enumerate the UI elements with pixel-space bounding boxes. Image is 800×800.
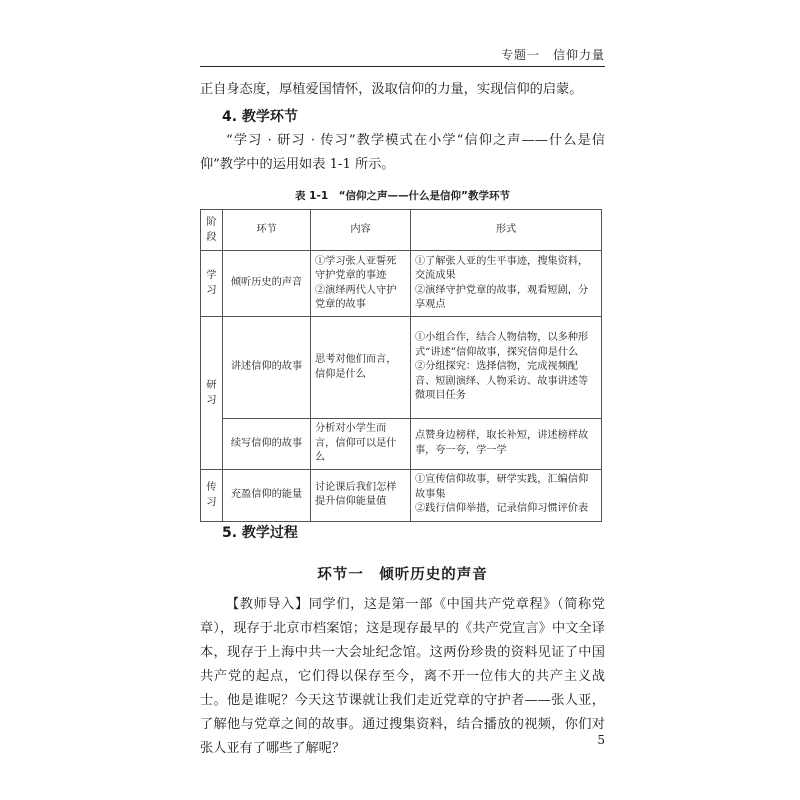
cell-content: 分析对小学生而言，信仰可以是什么 [311, 419, 411, 470]
section-4-paragraph: “学习 · 研习 · 传习”教学模式在小学“信仰之声——什么是信仰”教学中的运用如表 1-1 所示。 [200, 133, 605, 172]
cell-stage: 传习 [201, 469, 223, 521]
section-5-subheading: 环节一 倾听历史的声音 [317, 566, 488, 583]
cell-content: 讨论课后我们怎样提升信仰能量值 [311, 469, 411, 521]
cell-form: ①宣传信仰故事，研学实践，汇编信仰故事集 ②践行信仰举措，记录信仰习惯评价表 [411, 469, 602, 521]
header-content: 内容 [311, 210, 411, 251]
running-header: 专题一 信仰力量 [500, 48, 605, 62]
cell-form: ①了解张人亚的生平事迹，搜集资料，交流成果 ②演绎守护党章的故事，观看短剧，分享观点 [411, 251, 602, 317]
section-5-paragraph: 【教师导入】同学们，这是第一部《中国共产党章程》（简称党章），现存于北京市档案馆；这是现存最早的《共产党宣言》中文全译本，现存于上海中共一大会址纪念馆。这两份珍贵的资料见证了中国共产党的起点，它们得以保存至今，离不开一位伟大的共产主义战士。他是谁呢？今天这节课就让我们走近党章的守护者——张人亚，了解他与党章之间的故事。通过搜集资料，结合播放的视频，你们对张人亚有了哪些了解呢？ [200, 597, 605, 756]
table-row [201, 317, 602, 419]
table-row [201, 251, 602, 317]
cell-step: 讲述信仰的故事 [223, 317, 311, 419]
intro-paragraph: 正自身态度，厚植爱国情怀，汲取信仰的力量，实现信仰的启蒙。 [200, 82, 583, 97]
cell-step: 倾听历史的声音 [223, 251, 311, 317]
header-form: 形式 [411, 210, 602, 251]
cell-stage: 研习 [201, 317, 223, 470]
header-rule [200, 66, 605, 67]
table-row [201, 469, 602, 521]
page-number: 5 [597, 733, 605, 747]
cell-content: ①学习张人亚誓死守护党章的事迹 ②演绎两代人守护党章的故事 [311, 251, 411, 317]
section-4-heading: 4. 教学环节 [222, 109, 298, 125]
teaching-steps-table [200, 209, 602, 522]
cell-content: 思考对他们而言，信仰是什么 [311, 317, 411, 419]
table-header-row [201, 210, 602, 251]
cell-form: ①小组合作，结合人物信物，以多种形式“讲述”信仰故事，探究信仰是什么 ②分组探究：选择信物，完成视频配音、短剧演绎、人物采访、故事讲述等微项目任务 [411, 317, 602, 419]
cell-form: 点赞身边榜样，取长补短，讲述榜样故事，夸一夸，学一学 [411, 419, 602, 470]
table-row [201, 419, 602, 470]
cell-step: 充盈信仰的能量 [223, 469, 311, 521]
cell-stage: 学习 [201, 251, 223, 317]
table-caption: 表 1-1 “信仰之声——什么是信仰”教学环节 [295, 190, 510, 202]
cell-step: 续写信仰的故事 [223, 419, 311, 470]
section-5-heading: 5. 教学过程 [222, 525, 298, 541]
header-stage: 阶段 [201, 210, 223, 251]
header-step: 环节 [223, 210, 311, 251]
